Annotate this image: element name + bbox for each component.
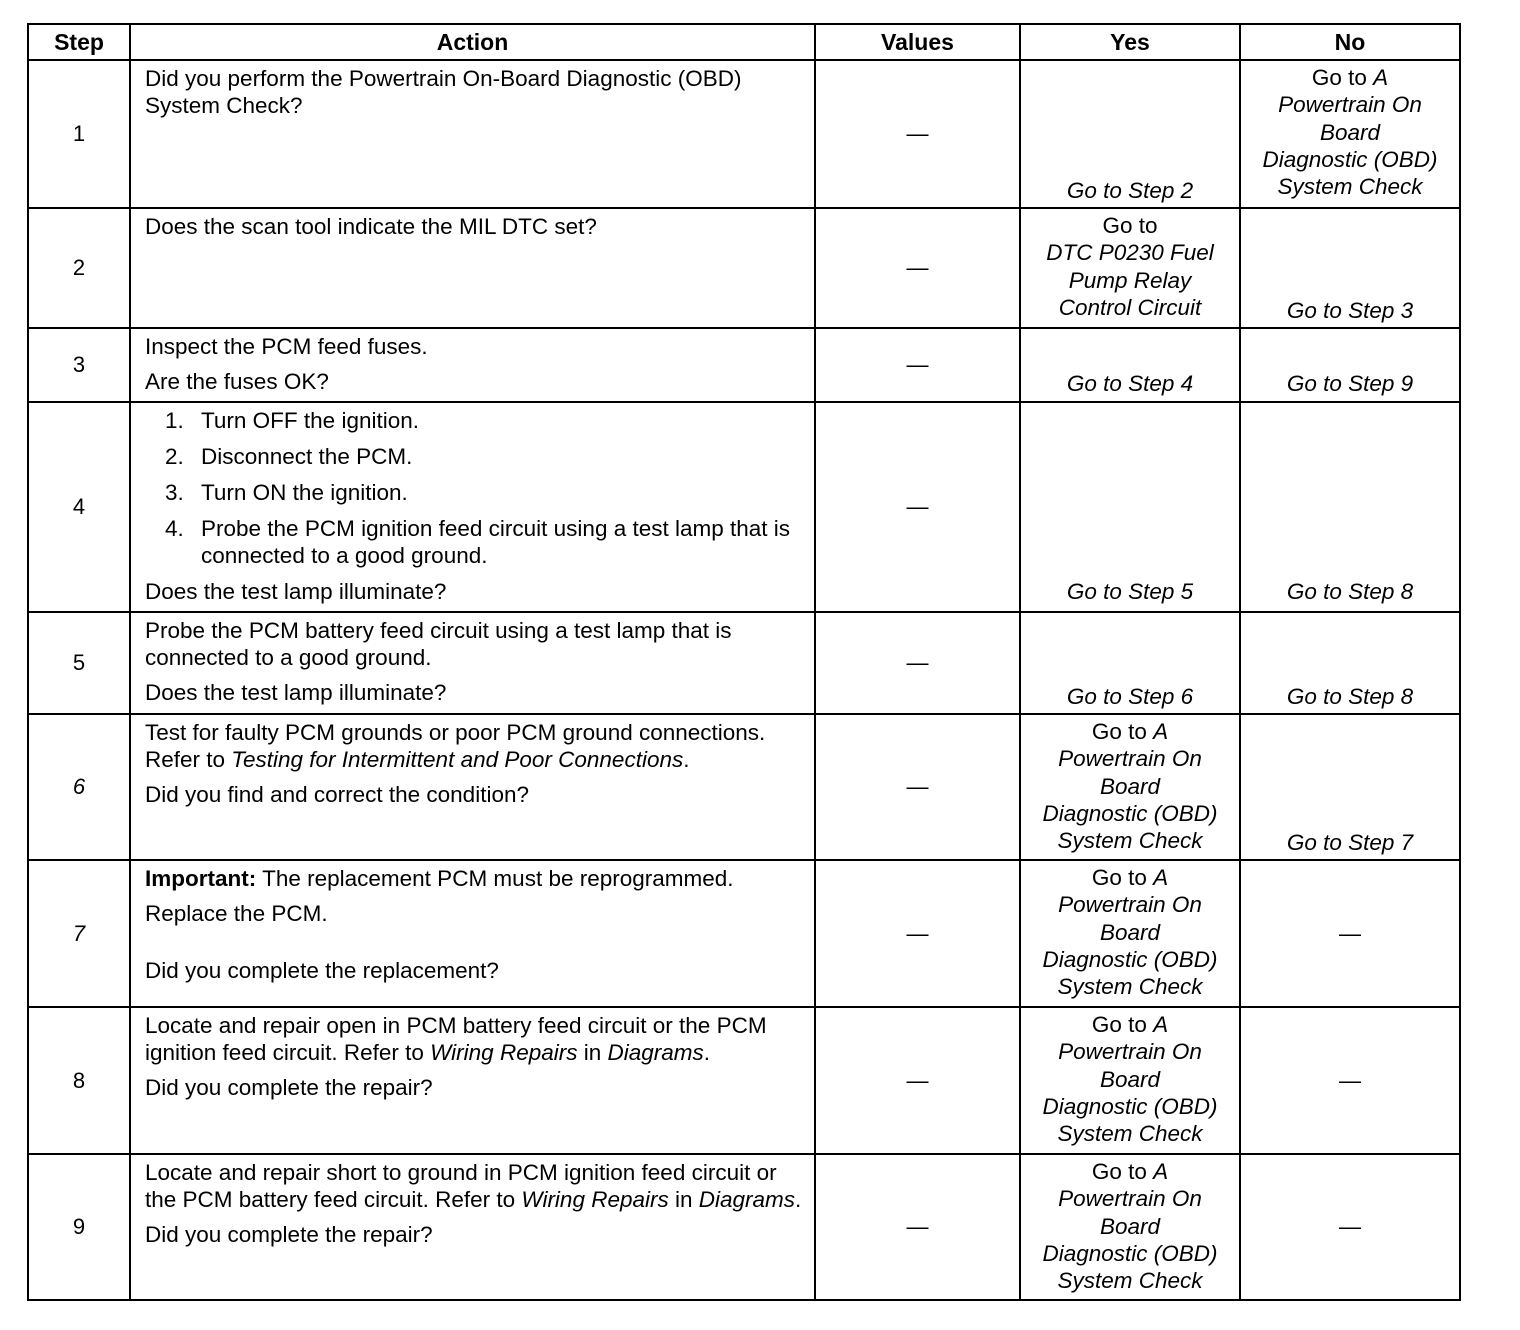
yes-link[interactable]: Go to DTC P0230 Fuel Pump Relay Control Circuit bbox=[1046, 213, 1214, 320]
table-row bbox=[28, 208, 1460, 328]
no-cell bbox=[1240, 402, 1460, 612]
value-dash: — bbox=[906, 1214, 929, 1239]
no-link[interactable]: Go to Step 8 bbox=[1286, 578, 1414, 604]
action-text: Did you perform the Powertrain On-Board Diagnostic (OBD) System Check? bbox=[145, 66, 742, 118]
values-cell bbox=[815, 860, 1020, 1007]
values-cell bbox=[815, 612, 1020, 714]
yes-link[interactable]: Go to A Powertrain On Board Diagnostic (OBD) System Check bbox=[1042, 1012, 1218, 1147]
value-dash: — bbox=[906, 1067, 929, 1093]
header-action: Action bbox=[130, 24, 815, 60]
value-dash: — bbox=[906, 774, 929, 799]
yes-link[interactable]: Go to Step 6 bbox=[1066, 683, 1194, 709]
step-number: 2 bbox=[28, 208, 130, 328]
values-cell bbox=[815, 402, 1020, 612]
action-question: Did you complete the repair? bbox=[145, 1075, 433, 1100]
reference-link-diagrams[interactable]: Diagrams bbox=[698, 1187, 796, 1212]
table-row bbox=[28, 860, 1460, 1007]
reference-link[interactable]: Wiring Repairs bbox=[430, 1040, 578, 1065]
no-link[interactable]: Go to Step 9 bbox=[1286, 370, 1414, 396]
yes-cell bbox=[1020, 208, 1240, 328]
values-cell bbox=[815, 208, 1020, 328]
value-dash: — bbox=[906, 121, 929, 146]
action-text: Locate and repair open in PCM battery feed circuit or the PCM ignition feed circuit. Refer to Wiring Repairs in Diagrams. bbox=[145, 1013, 767, 1065]
values-cell bbox=[815, 328, 1020, 402]
table-row bbox=[28, 60, 1460, 208]
no-cell bbox=[1240, 860, 1460, 1007]
header-row bbox=[28, 24, 1460, 60]
table-row bbox=[28, 1007, 1460, 1154]
action-text: Replace the PCM. bbox=[145, 901, 328, 926]
step-number: 7 bbox=[28, 860, 130, 1007]
action-text: Inspect the PCM feed fuses. bbox=[145, 334, 428, 359]
yes-cell bbox=[1020, 714, 1240, 860]
header-no: No bbox=[1240, 24, 1460, 60]
action-question: Does the test lamp illuminate? bbox=[145, 680, 447, 705]
step-number: 8 bbox=[28, 1007, 130, 1154]
value-dash: — bbox=[906, 920, 929, 946]
header-yes: Yes bbox=[1020, 24, 1240, 60]
no-dash: — bbox=[1339, 920, 1361, 946]
step-number: 1 bbox=[28, 60, 130, 208]
yes-cell bbox=[1020, 328, 1240, 402]
action-cell bbox=[130, 402, 815, 612]
action-cell bbox=[130, 208, 815, 328]
action-cell bbox=[130, 612, 815, 714]
diagnostic-table bbox=[27, 23, 1461, 1301]
list-item: 4. Probe the PCM ignition feed circuit using a test lamp that is connected to a good ground. bbox=[165, 516, 791, 568]
value-dash: — bbox=[906, 352, 929, 377]
yes-link[interactable]: Go to Step 4 bbox=[1066, 370, 1194, 396]
action-text: Locate and repair short to ground in PCM ignition feed circuit or the PCM battery feed circuit. Refer to Wiring Repairs in Diagrams. bbox=[145, 1160, 802, 1212]
yes-cell bbox=[1020, 402, 1240, 612]
no-link[interactable]: Go to Step 8 bbox=[1286, 683, 1414, 709]
no-cell bbox=[1240, 328, 1460, 402]
action-question: Does the test lamp illuminate? bbox=[145, 579, 447, 604]
action-question: Did you complete the repair? bbox=[145, 1222, 433, 1247]
action-cell bbox=[130, 1154, 815, 1300]
yes-link[interactable]: Go to Step 5 bbox=[1066, 578, 1194, 604]
action-question: Did you complete the replacement? bbox=[145, 958, 499, 983]
action-question: Are the fuses OK? bbox=[145, 369, 329, 394]
yes-link[interactable]: Go to A Powertrain On Board Diagnostic (OBD) System Check bbox=[1042, 865, 1218, 1000]
no-cell bbox=[1240, 714, 1460, 860]
table-row bbox=[28, 402, 1460, 612]
value-dash: — bbox=[906, 255, 929, 280]
no-cell bbox=[1240, 612, 1460, 714]
step-number: 5 bbox=[28, 612, 130, 714]
action-question: Did you find and correct the condition? bbox=[145, 782, 529, 807]
action-cell bbox=[130, 60, 815, 208]
action-cell bbox=[130, 1007, 815, 1154]
values-cell bbox=[815, 1007, 1020, 1154]
value-dash: — bbox=[906, 494, 929, 519]
step-number: 4 bbox=[28, 402, 130, 612]
action-text: Test for faulty PCM grounds or poor PCM ground connections. Refer to Testing for Intermittent and Poor Connections. bbox=[145, 720, 766, 772]
table-row bbox=[28, 1154, 1460, 1300]
step-number: 6 bbox=[28, 714, 130, 860]
value-dash: — bbox=[906, 650, 929, 675]
yes-cell bbox=[1020, 1007, 1240, 1154]
no-cell bbox=[1240, 60, 1460, 208]
yes-link[interactable]: Go to Step 2 bbox=[1066, 177, 1194, 203]
yes-cell bbox=[1020, 1154, 1240, 1300]
important-note: Important: The replacement PCM must be reprogrammed. bbox=[145, 866, 734, 891]
values-cell bbox=[815, 714, 1020, 860]
action-cell bbox=[130, 860, 815, 1007]
values-cell bbox=[815, 1154, 1020, 1300]
no-link[interactable]: Go to Step 7 bbox=[1286, 829, 1414, 855]
values-cell bbox=[815, 60, 1020, 208]
no-link[interactable]: Go to Step 3 bbox=[1286, 297, 1414, 323]
header-step: Step bbox=[28, 24, 130, 60]
no-cell bbox=[1240, 1154, 1460, 1300]
action-cell bbox=[130, 328, 815, 402]
no-link[interactable]: Go to A Powertrain On Board Diagnostic (OBD) System Check bbox=[1262, 65, 1438, 200]
action-list bbox=[145, 407, 804, 569]
list-item: 3. Turn ON the ignition. bbox=[165, 480, 408, 505]
reference-link[interactable]: Testing for Intermittent and Poor Connections bbox=[231, 747, 684, 772]
table-row bbox=[28, 328, 1460, 402]
no-dash: — bbox=[1339, 1067, 1361, 1093]
yes-link[interactable]: Go to A Powertrain On Board Diagnostic (OBD) System Check bbox=[1042, 719, 1218, 854]
table-row bbox=[28, 714, 1460, 860]
no-cell bbox=[1240, 208, 1460, 328]
header-values: Values bbox=[815, 24, 1020, 60]
yes-cell bbox=[1020, 612, 1240, 714]
table-row bbox=[28, 612, 1460, 714]
no-cell bbox=[1240, 1007, 1460, 1154]
reference-link-diagrams[interactable]: Diagrams bbox=[607, 1040, 704, 1065]
action-cell bbox=[130, 714, 815, 860]
yes-link[interactable]: Go to A Powertrain On Board Diagnostic (OBD) System Check bbox=[1042, 1159, 1218, 1294]
step-number: 9 bbox=[28, 1154, 130, 1300]
yes-cell bbox=[1020, 860, 1240, 1007]
list-item: 1. Turn OFF the ignition. bbox=[165, 408, 420, 433]
list-item: 2. Disconnect the PCM. bbox=[165, 444, 413, 469]
no-dash: — bbox=[1339, 1214, 1361, 1239]
yes-cell bbox=[1020, 60, 1240, 208]
action-text: Probe the PCM battery feed circuit using a test lamp that is connected to a good ground. bbox=[145, 618, 732, 670]
reference-link[interactable]: Wiring Repairs bbox=[521, 1187, 669, 1212]
action-text: Does the scan tool indicate the MIL DTC set? bbox=[145, 214, 597, 239]
step-number: 3 bbox=[28, 328, 130, 402]
